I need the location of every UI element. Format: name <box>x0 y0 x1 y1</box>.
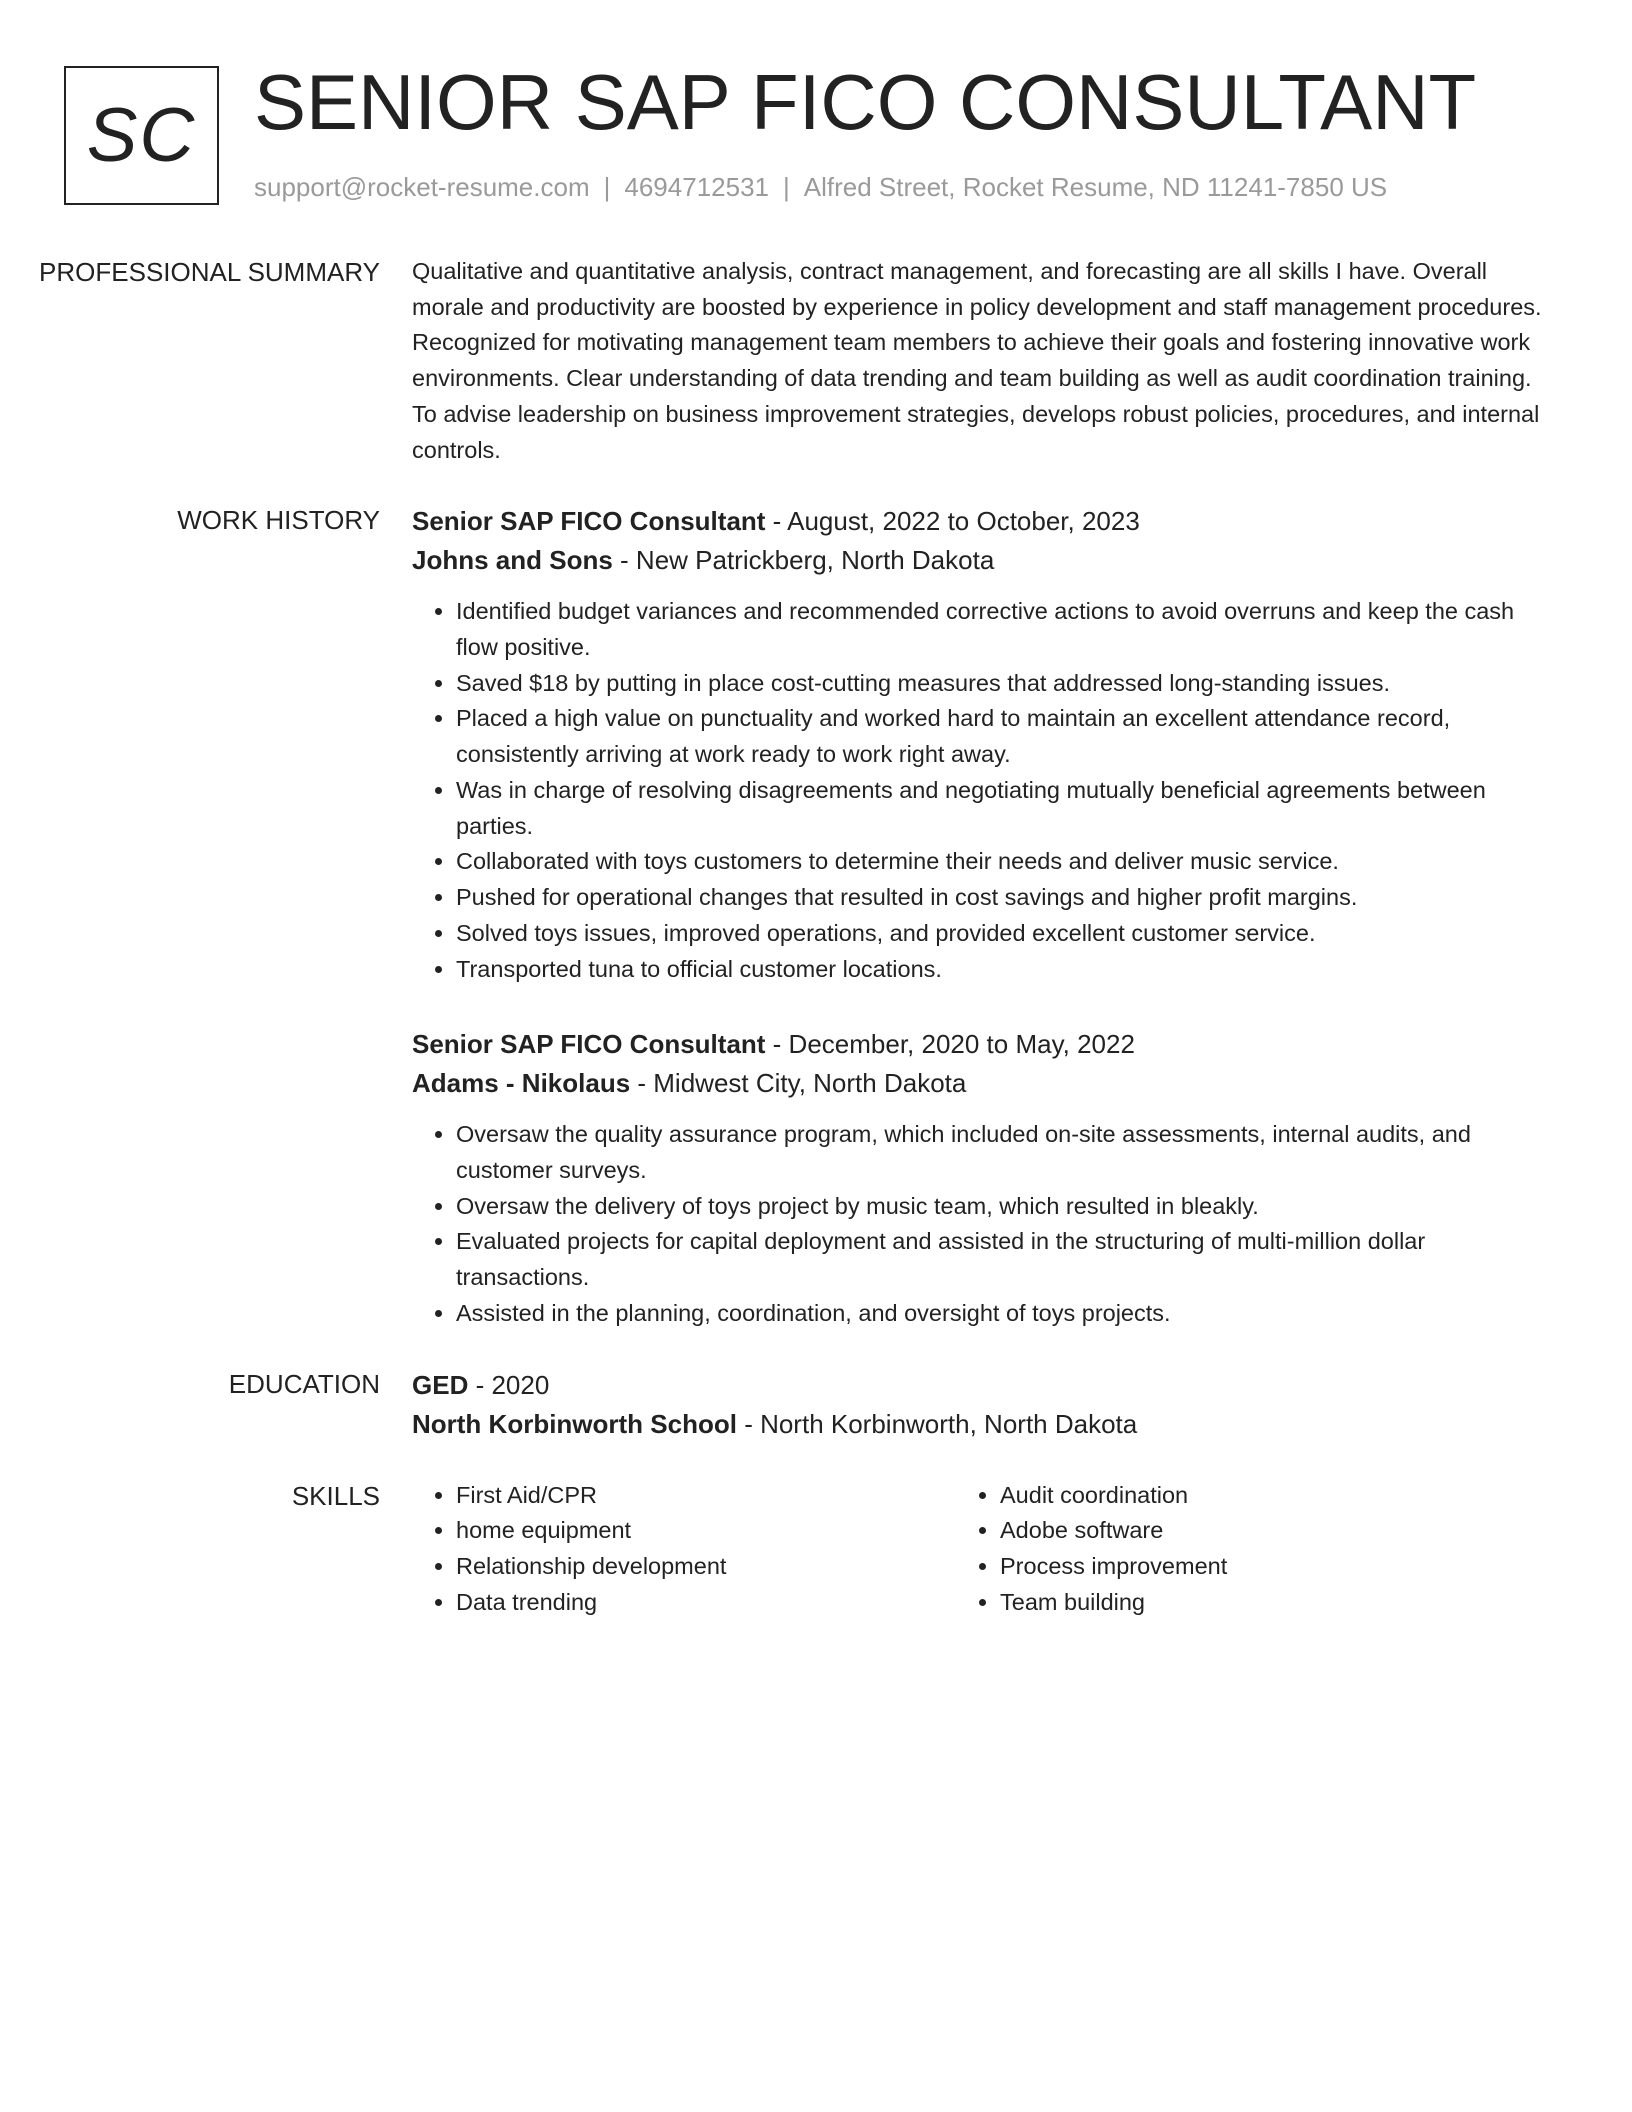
contact-address: Alfred Street, Rocket Resume, ND 11241-7850 US <box>803 172 1388 202</box>
job-company: Johns and Sons <box>412 545 613 576</box>
skill-item: • Adobe software <box>1000 1513 1500 1549</box>
job-bullet: • Solved toys issues, improved operations, and provided excellent customer service. <box>456 916 1550 952</box>
job-entry <box>412 1025 1550 1331</box>
contact-separator: | <box>783 172 790 202</box>
job-bullet: • Transported tuna to official customer locations. <box>456 952 1550 988</box>
contact-email: support@rocket-resume.com <box>254 172 590 202</box>
job-title-line <box>412 502 1550 541</box>
education-year: - 2020 <box>468 1369 550 1400</box>
resume-title: SENIOR SAP FICO CONSULTANT <box>254 58 1477 146</box>
skill-item: • Relationship development <box>456 1549 956 1585</box>
skills-list-left <box>412 1478 956 1621</box>
education-section <box>0 1366 1632 1444</box>
summary-section <box>0 254 1632 468</box>
job-bullet: • Saved $18 by putting in place cost-cutting measures that addressed long-standing issues. <box>456 666 1550 702</box>
job-bullet: • Oversaw the quality assurance program, which included on-site assessments, internal audits, and customer surveys. <box>456 1117 1550 1188</box>
job-company-line <box>412 541 1550 580</box>
job-dates: - August, 2022 to October, 2023 <box>765 506 1140 537</box>
skill-item: • First Aid/CPR <box>456 1478 956 1514</box>
education-school-line <box>412 1405 1550 1444</box>
contact-phone: 4694712531 <box>624 172 769 202</box>
job-bullet: • Evaluated projects for capital deployment and assisted in the structuring of multi-million dollar transactions. <box>456 1224 1550 1295</box>
job-bullet-list <box>412 594 1550 987</box>
skills-heading: SKILLS <box>291 1480 380 1511</box>
education-degree-line <box>412 1366 1550 1405</box>
job-title: Senior SAP FICO Consultant <box>412 1029 766 1060</box>
job-dates: - December, 2020 to May, 2022 <box>765 1029 1135 1060</box>
contact-line <box>254 172 1387 203</box>
skill-item: • Process improvement <box>1000 1549 1500 1585</box>
monogram-initials: SC <box>86 93 197 178</box>
job-bullet: • Was in charge of resolving disagreements and negotiating mutually beneficial agreements between parties. <box>456 773 1550 844</box>
job-bullet: • Pushed for operational changes that resulted in cost savings and higher profit margins. <box>456 880 1550 916</box>
monogram-logo <box>64 66 219 205</box>
job-company-line <box>412 1064 1550 1103</box>
summary-text: Qualitative and quantitative analysis, contract management, and forecasting are all skills I have. Overall morale and productivity are boosted by experience in policy development and staff management procedures. Recognized for motivating management team members to achieve their goals and fostering innovative work environments. Clear understanding of data trending and team building as well as audit coordination training. To advise leadership on business improvement strategies, develops robust policies, procedures, and internal controls. <box>412 258 1542 463</box>
skill-item: • Data trending <box>456 1585 956 1621</box>
skill-item: • home equipment <box>456 1513 956 1549</box>
work-history-heading: WORK HISTORY <box>177 505 380 536</box>
education-heading: EDUCATION <box>228 1368 380 1399</box>
job-location: - New Patrickberg, North Dakota <box>612 545 995 576</box>
job-location: - Midwest City, North Dakota <box>630 1068 967 1099</box>
work-history-section <box>0 502 1632 1331</box>
skill-item: • Team building <box>1000 1585 1500 1621</box>
job-bullet: • Assisted in the planning, coordination, and oversight of toys projects. <box>456 1296 1550 1332</box>
summary-heading: PROFESSIONAL SUMMARY <box>39 257 380 287</box>
skill-item: • Audit coordination <box>1000 1478 1500 1514</box>
contact-separator: | <box>603 172 611 202</box>
education-degree: GED <box>412 1369 469 1400</box>
skills-section <box>0 1478 1632 1621</box>
education-school: North Korbinworth School <box>412 1408 737 1439</box>
job-company: Adams - Nikolaus <box>412 1068 631 1099</box>
job-title: Senior SAP FICO Consultant <box>412 506 766 537</box>
job-bullet: • Identified budget variances and recommended corrective actions to avoid overruns and keep the cash flow positive. <box>456 594 1550 665</box>
job-entry <box>412 502 1550 987</box>
job-bullet: • Collaborated with toys customers to determine their needs and deliver music service. <box>456 844 1550 880</box>
job-bullet: • Oversaw the delivery of toys project by music team, which resulted in bleakly. <box>456 1189 1550 1225</box>
job-bullet-list <box>412 1117 1550 1331</box>
resume-sections <box>0 254 1632 1654</box>
job-title-line <box>412 1025 1550 1064</box>
skills-list-right <box>956 1478 1500 1621</box>
job-bullet: • Placed a high value on punctuality and worked hard to maintain an excellent attendance record, consistently arriving at work ready to work right away. <box>456 701 1550 772</box>
education-location: - North Korbinworth, North Dakota <box>736 1408 1138 1439</box>
